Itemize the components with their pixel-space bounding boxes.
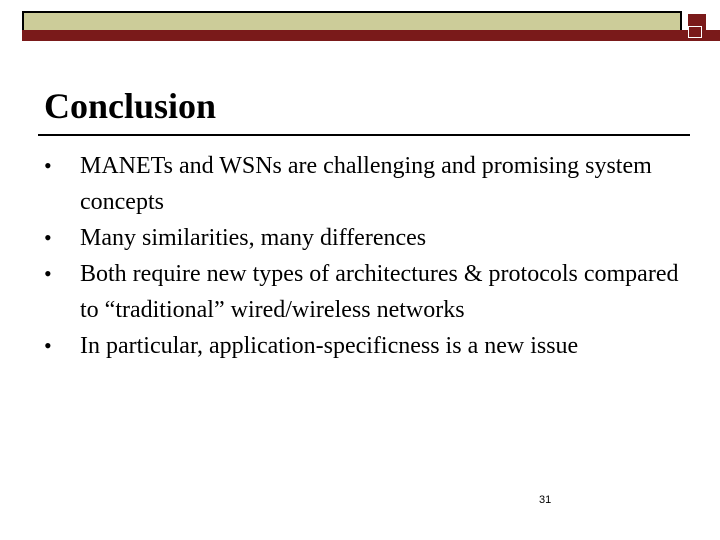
bullet-item — [44, 328, 684, 364]
bullet-list — [44, 148, 684, 364]
title-divider — [38, 134, 690, 136]
corner-outline-square-decoration — [688, 26, 702, 38]
slide-title: Conclusion — [44, 86, 217, 126]
bullet-icon: • — [44, 333, 52, 358]
bullet-text: Many similarities, many differences — [80, 225, 427, 251]
bullet-item — [44, 220, 684, 256]
bullet-text: MANETs and WSNs are challenging and promising system concepts — [80, 153, 652, 215]
bullet-item — [44, 148, 684, 220]
header-bar-khaki — [22, 11, 682, 30]
header-bar-red — [22, 30, 720, 41]
bullet-icon: • — [44, 225, 52, 250]
bullet-icon: • — [44, 153, 52, 178]
bullet-item — [44, 256, 684, 328]
page-number: 31 — [539, 494, 552, 506]
bullet-icon: • — [44, 261, 52, 286]
bullet-text: In particular, application-specificness is a new issue — [80, 333, 579, 359]
bullet-text: Both require new types of architectures & protocols compared to “traditional” wired/wireless networks — [80, 261, 679, 323]
